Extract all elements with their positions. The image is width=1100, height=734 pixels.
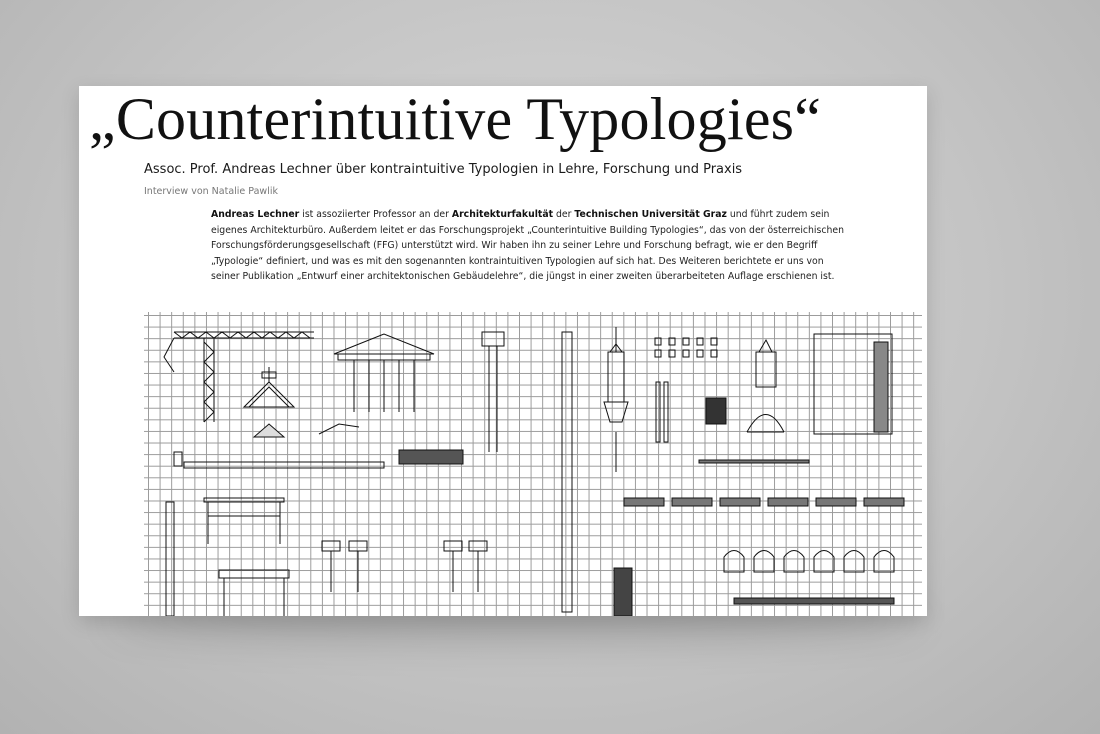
crane-drawing xyxy=(164,332,314,422)
tower-drawing xyxy=(482,332,572,612)
dome-drawing xyxy=(747,340,784,432)
intro-faculty: Architekturfakultät xyxy=(451,209,554,220)
frames-drawing xyxy=(166,502,289,616)
typologies-drawing xyxy=(144,312,922,616)
article-subtitle: Assoc. Prof. Andreas Lechner über kontraintuitive Typologien in Lehre, Forschung und Praxis xyxy=(144,162,743,177)
bridge-drawing xyxy=(204,498,284,544)
intro-text-2: der xyxy=(553,209,575,220)
article-intro xyxy=(211,207,851,285)
intro-text-1: ist assoziierter Professor an der xyxy=(299,209,452,220)
article-title: „Counterintuitive Typologies“ xyxy=(89,86,822,152)
tall-block-drawing xyxy=(814,334,892,434)
strip-patterns-drawing xyxy=(624,460,904,506)
arches-drawing xyxy=(724,551,894,605)
intro-text-3: und führt zudem sein eigenes Architekturbüro. Außerdem leitet er das Forschungsprojekt „Counterintuitive Building Typologies“, das von der österreichischen Forschungsförderungsgesellschaft (FFG) unterstützt wird. Wir haben ihn zu seiner Lehre und Forschung befragt, wie er den Begriff „Typologie“ definiert, und was es mit den sogenannten kontraintuitiven Typologien auf sich hat. Des Weiteren berichtete er uns von seiner Publikation „Entwurf einer architektonischen Gebäudelehre“, die jüngst in einer zweiten überarbeiteten Auflage erschienen ist. xyxy=(211,209,844,282)
grandstand-drawing xyxy=(244,367,359,437)
article-byline: Interview von Natalie Pawlik xyxy=(144,186,278,197)
windows-pattern-drawing xyxy=(655,338,726,424)
intro-university: Technischen Universität Graz xyxy=(574,209,727,220)
spire-drawing xyxy=(604,327,668,472)
article-page xyxy=(79,86,927,616)
portico-drawing xyxy=(334,334,434,412)
long-building-drawing xyxy=(174,450,463,468)
intro-author-name: Andreas Lechner xyxy=(211,209,300,220)
industrial-elements-drawing xyxy=(322,541,632,616)
architectural-elevations-svg xyxy=(144,312,922,616)
